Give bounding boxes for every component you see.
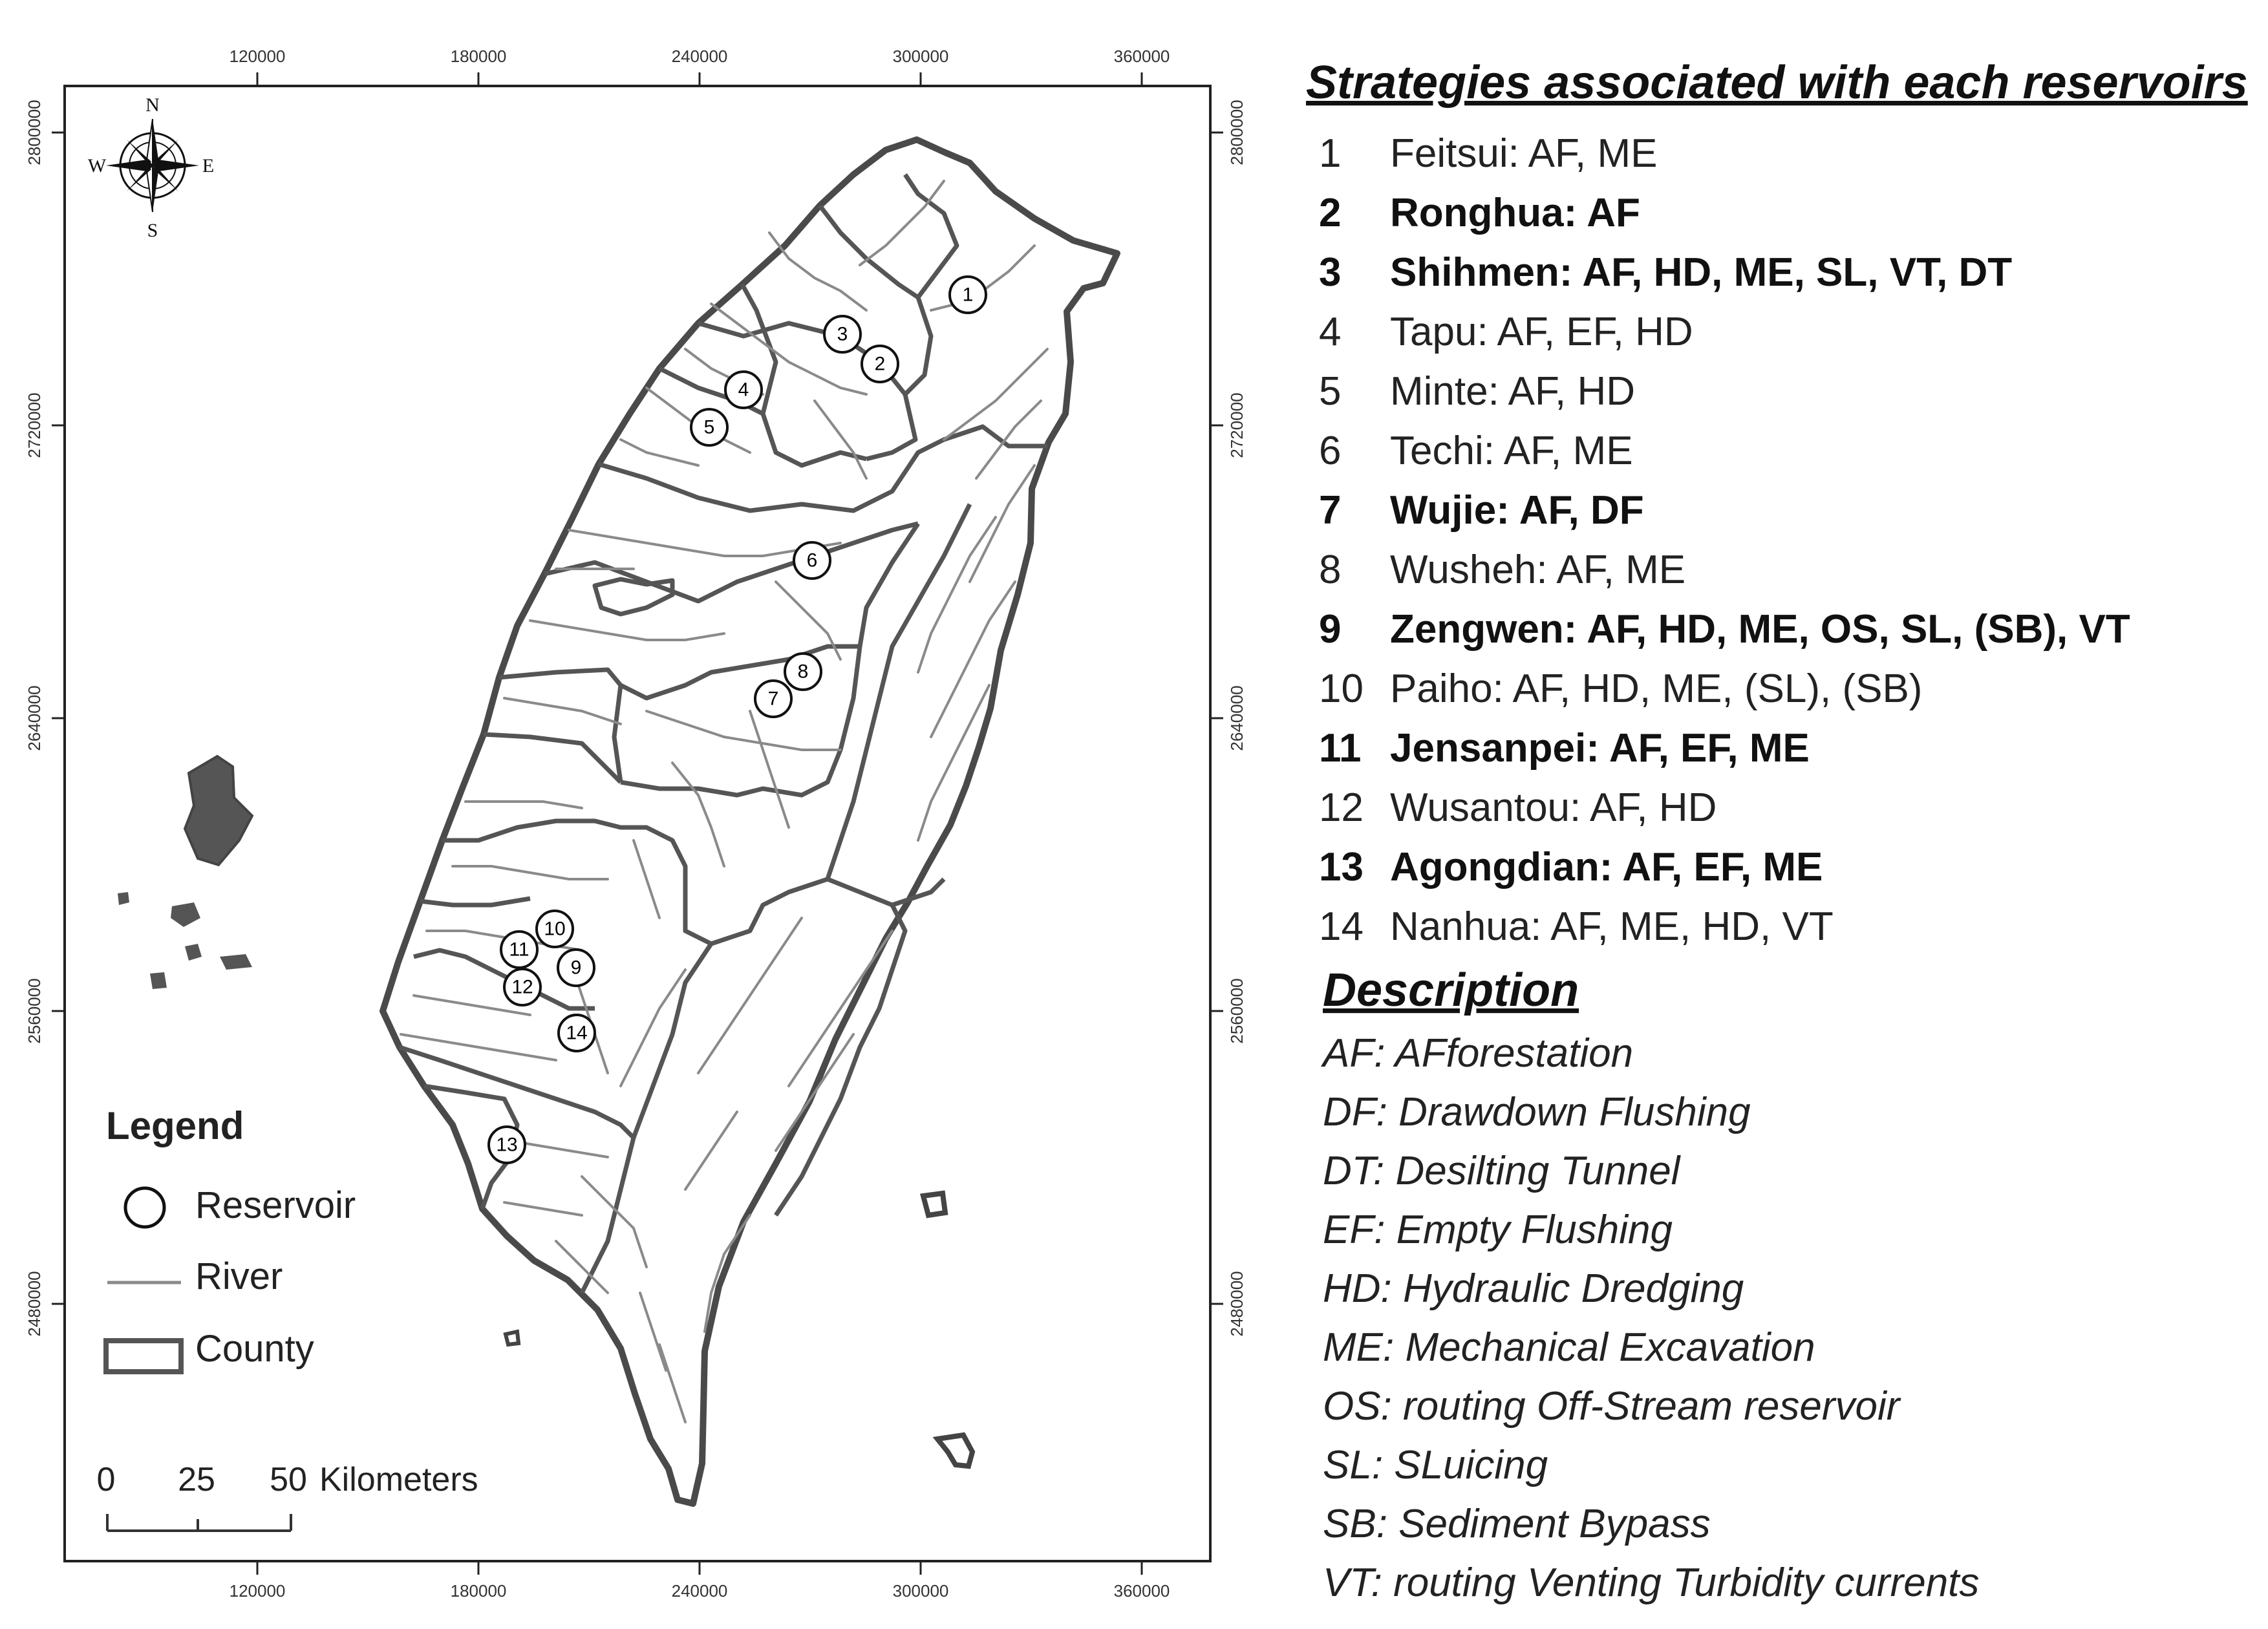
description-item: SB: Sediment Bypass (1323, 1502, 1711, 1546)
strategy-text: Paiho: AF, HD, ME, (SL), (SB) (1390, 666, 1923, 711)
strategy-text: Techi: AF, ME (1390, 429, 1633, 473)
x-tick-label: 180000 (450, 47, 507, 66)
compass-south-label: S (147, 220, 158, 241)
reservoir-label: 10 (544, 918, 566, 940)
legend-reservoir-symbol (125, 1188, 164, 1227)
penghu-islet (150, 972, 167, 989)
strategy-number: 6 (1319, 429, 1342, 473)
y-tick-label: 2720000 (25, 392, 44, 458)
strategy-item (1319, 845, 1823, 889)
x-tick-label: 120000 (229, 47, 286, 66)
description-item: DT: Desilting Tunnel (1323, 1149, 1680, 1193)
x-tick-label: 240000 (671, 47, 728, 66)
x-tick-label: 120000 (229, 1581, 286, 1601)
legend-reservoir-label: Reservoir (195, 1184, 356, 1226)
x-tick-label: 300000 (892, 47, 949, 66)
reservoir-label: 2 (874, 353, 886, 375)
reservoir-label: 6 (806, 549, 818, 571)
strategy-number: 10 (1319, 666, 1364, 711)
strategy-number: 8 (1319, 548, 1342, 592)
description-item: DF: Drawdown Flushing (1323, 1090, 1751, 1134)
reservoir-label: 11 (509, 939, 530, 961)
reservoir-label: 8 (797, 661, 809, 683)
scale-end-label: 50 (270, 1461, 307, 1498)
x-tick-label: 240000 (671, 1581, 728, 1601)
x-axis-bottom (230, 1561, 1170, 1601)
y-tick-label: 2800000 (1227, 100, 1246, 165)
strategy-item (1319, 250, 2012, 295)
reservoir-label: 13 (496, 1134, 518, 1156)
y-tick-label: 2480000 (1227, 1271, 1246, 1337)
legend-title: Legend (106, 1104, 244, 1147)
y-tick-label: 2640000 (25, 685, 44, 751)
x-tick-label: 360000 (1113, 1581, 1170, 1601)
strategy-item (1319, 726, 1810, 771)
compass-west-label: W (87, 155, 107, 176)
strategy-item (1319, 904, 1834, 949)
strategy-number: 4 (1319, 310, 1342, 354)
strategy-number: 1 (1319, 131, 1342, 176)
strategy-item (1319, 666, 1922, 711)
description-item: EF: Empty Flushing (1323, 1208, 1673, 1252)
strategy-item (1319, 310, 1693, 354)
compass-east-label: E (202, 155, 215, 176)
strategy-number: 5 (1319, 369, 1342, 414)
strategy-text: Shihmen: AF, HD, ME, SL, VT, DT (1390, 250, 2013, 295)
reservoir-label: 9 (570, 957, 582, 979)
strategy-text: Nanhua: AF, ME, HD, VT (1390, 904, 1834, 949)
y-tick-label: 2640000 (1227, 685, 1246, 751)
liuqiu-island (506, 1332, 519, 1345)
scale-unit-label: Kilometers (319, 1461, 478, 1498)
description-item: ME: Mechanical Excavation (1323, 1325, 1815, 1370)
strategy-item (1319, 131, 1657, 176)
x-tick-label: 180000 (450, 1581, 507, 1601)
strategy-number: 13 (1319, 845, 1364, 889)
reservoir-label: 7 (767, 688, 779, 710)
strategy-number: 9 (1319, 607, 1342, 652)
strategy-text: Agongdian: AF, EF, ME (1390, 845, 1823, 889)
description-panel (1320, 964, 1979, 1605)
strategy-number: 3 (1319, 250, 1342, 295)
reservoir-label: 12 (511, 976, 533, 998)
strategies-panel (1306, 57, 2248, 949)
strategy-number: 12 (1319, 785, 1364, 830)
y-tick-label: 2800000 (25, 100, 44, 165)
reservoir-label: 14 (566, 1022, 588, 1044)
x-tick-label: 360000 (1113, 47, 1170, 66)
strategy-text: Minte: AF, HD (1390, 369, 1635, 414)
description-item: AF: AFforestation (1323, 1031, 1634, 1076)
scale-mid-label: 25 (178, 1461, 215, 1498)
strategy-text: Zengwen: AF, HD, ME, OS, SL, (SB), VT (1390, 607, 2130, 652)
description-item: VT: routing Venting Turbidity currents (1323, 1560, 1980, 1605)
description-item: HD: Hydraulic Dredging (1323, 1266, 1744, 1311)
description-item: OS: routing Off-Stream reservoir (1323, 1384, 1900, 1429)
strategy-item (1319, 369, 1635, 414)
y-axis-left (25, 100, 65, 1336)
strategy-item (1319, 429, 1633, 473)
y-axis-right (1210, 100, 1246, 1336)
y-tick-label: 2720000 (1227, 392, 1246, 458)
strategy-text: Tapu: AF, EF, HD (1390, 310, 1693, 354)
reservoir-label: 4 (738, 379, 749, 401)
strategies-title: Strategies associated with each reservoirs (1306, 57, 2248, 109)
strategy-item (1319, 785, 1717, 830)
strategy-text: Feitsui: AF, ME (1390, 131, 1658, 176)
map-panel (25, 47, 1246, 1601)
strategy-number: 11 (1319, 726, 1362, 771)
strategy-number: 2 (1319, 191, 1342, 235)
x-axis-top (230, 47, 1170, 86)
legend-river-label: River (195, 1255, 283, 1297)
y-tick-label: 2560000 (1227, 978, 1246, 1044)
green-island (923, 1193, 945, 1215)
strategy-text: Ronghua: AF (1390, 191, 1640, 235)
legend-county-label: County (195, 1328, 314, 1370)
compass-north-label: N (145, 94, 160, 116)
description-item: SL: SLuicing (1323, 1443, 1548, 1487)
strategy-number: 7 (1319, 488, 1342, 533)
y-tick-label: 2480000 (25, 1271, 44, 1337)
description-title: Description (1323, 964, 1579, 1016)
strategy-text: Wujie: AF, DF (1390, 488, 1644, 533)
strategy-text: Wusantou: AF, HD (1390, 785, 1717, 830)
strategy-item (1319, 191, 1640, 235)
reservoir-label: 3 (837, 323, 848, 345)
strategy-number: 14 (1319, 904, 1364, 949)
strategy-text: Jensanpei: AF, EF, ME (1390, 726, 1810, 771)
strategy-item (1319, 548, 1685, 592)
legend-county-symbol (106, 1341, 181, 1372)
reservoir-label: 1 (962, 284, 974, 306)
x-tick-label: 300000 (892, 1581, 949, 1601)
y-tick-label: 2560000 (25, 978, 44, 1044)
strategy-item (1319, 607, 2130, 652)
strategy-item (1319, 488, 1644, 533)
strategy-text: Wusheh: AF, ME (1390, 548, 1686, 592)
reservoir-label: 5 (703, 416, 715, 438)
scale-zero-label: 0 (96, 1461, 116, 1498)
